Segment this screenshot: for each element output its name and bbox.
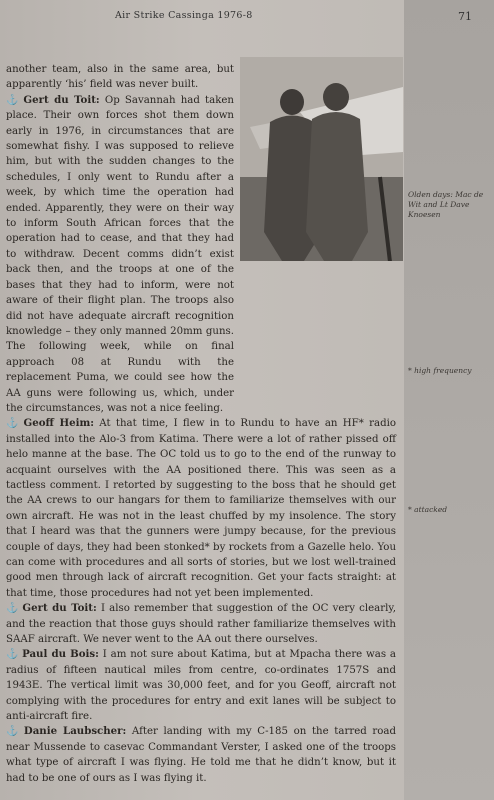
paragraph: [6, 724, 396, 786]
paragraph-text: I also remember that suggestion of the OC very clearly, and the reaction that those guys should rather familiarize themselves with SAAF aircraft. We never went to the AA out there ourselves.: [6, 603, 396, 646]
photo-caption: Olden days: Mac de Wit and Lt Dave Knoesen: [408, 190, 484, 219]
speaker-name: Danie Laubscher:: [23, 725, 127, 738]
speaker-name: Gert du Toit:: [22, 602, 97, 615]
footnote-hf: * high frequency: [408, 366, 472, 375]
paragraph-text: After landing with my C-185 on the tarred road near Mussende to casevac Commandant Verster, I asked one of the troops what type of aircraft I was flying. He told me that he didn’t know, but it had to be one of ours as I was flying it.: [6, 726, 396, 784]
speaker-name: Gert du Toit:: [23, 93, 100, 106]
paragraph-text: Op Savannah had taken place. Their own forces shot them down early in 1976, in circumstances that are somewhat fishy. I was supposed to relieve him, but with the sudden changes to the schedules, I only went to Rundu after a week, by which time the operation had ended. Apparently, they were on their way to inform South African forces that the operation had to cease, and that they had to withdraw. Decent comms didn’t exist back then, and the troops at one of the bases that they had to inform, were not aware of their flight plan. The troops also did not have adequate aircraft recognition knowledge – they only manned 20mm guns. The following week, while on final approach 08 at Rundu with the replacement Puma, we could see how the AA guns were following us, which, under the circumstances, was not a nice feeling.: [6, 94, 234, 414]
paragraph-text: At that time, I flew in to Rundu to have an HF* radio installed into the Alo-3 from Katima. There were a lot of rather pissed off helo manne at the base. The OC told us to go to the end of the runway to acquaint ourselves with the AA positioned there. This was seen as a tactless comment. I retorted by suggesting to the boss that he should get the AA crews to our hangars for them to familiarize themselves with our own aircraft. He was not in the least chuffed by my insolence. The story that I heard was that the gunners were jumpy because, for the previous couple of days, they had been stonked* by rockets from a Gazelle helo. You can come with procedures and all sorts of stories, but we lost well-trained good men through lack of aircraft recognition. Get your facts straight: at that time, those procedures had not yet been implemented.: [6, 418, 396, 599]
margin-band: [404, 0, 494, 800]
speaker-name: Geoff Heim:: [23, 417, 94, 430]
footnote-stonked: * attacked: [408, 505, 448, 514]
page-number: 71: [458, 10, 472, 23]
speaker-icon: ⚓: [6, 603, 20, 615]
paragraph: [6, 93, 234, 417]
speaker-icon: ⚓: [6, 726, 21, 738]
paragraph-text: another team, also in the same area, but apparently ‘his’ field was never built.: [6, 64, 234, 91]
running-title: Air Strike Cassinga 1976-8: [115, 10, 253, 21]
paragraph: [6, 647, 396, 724]
speaker-icon: ⚓: [6, 418, 21, 430]
speaker-icon: ⚓: [6, 649, 20, 661]
body-text: [6, 62, 396, 786]
paragraph: [6, 416, 396, 601]
speaker-icon: ⚓: [6, 94, 21, 106]
paragraph: [6, 601, 396, 647]
paragraph-text: I am not sure about Katima, but at Mpacha there was a radius of fifteen nautical miles from centre, co-ordinates 1757S and 1943E. The vertical limit was 30,000 feet, and for you Geoff, aircraft not complying with the procedures for entry and exit lanes will be subject to anti-aircraft fire.: [6, 649, 396, 723]
paragraph: [6, 62, 234, 93]
speaker-name: Paul du Bois:: [22, 648, 99, 661]
